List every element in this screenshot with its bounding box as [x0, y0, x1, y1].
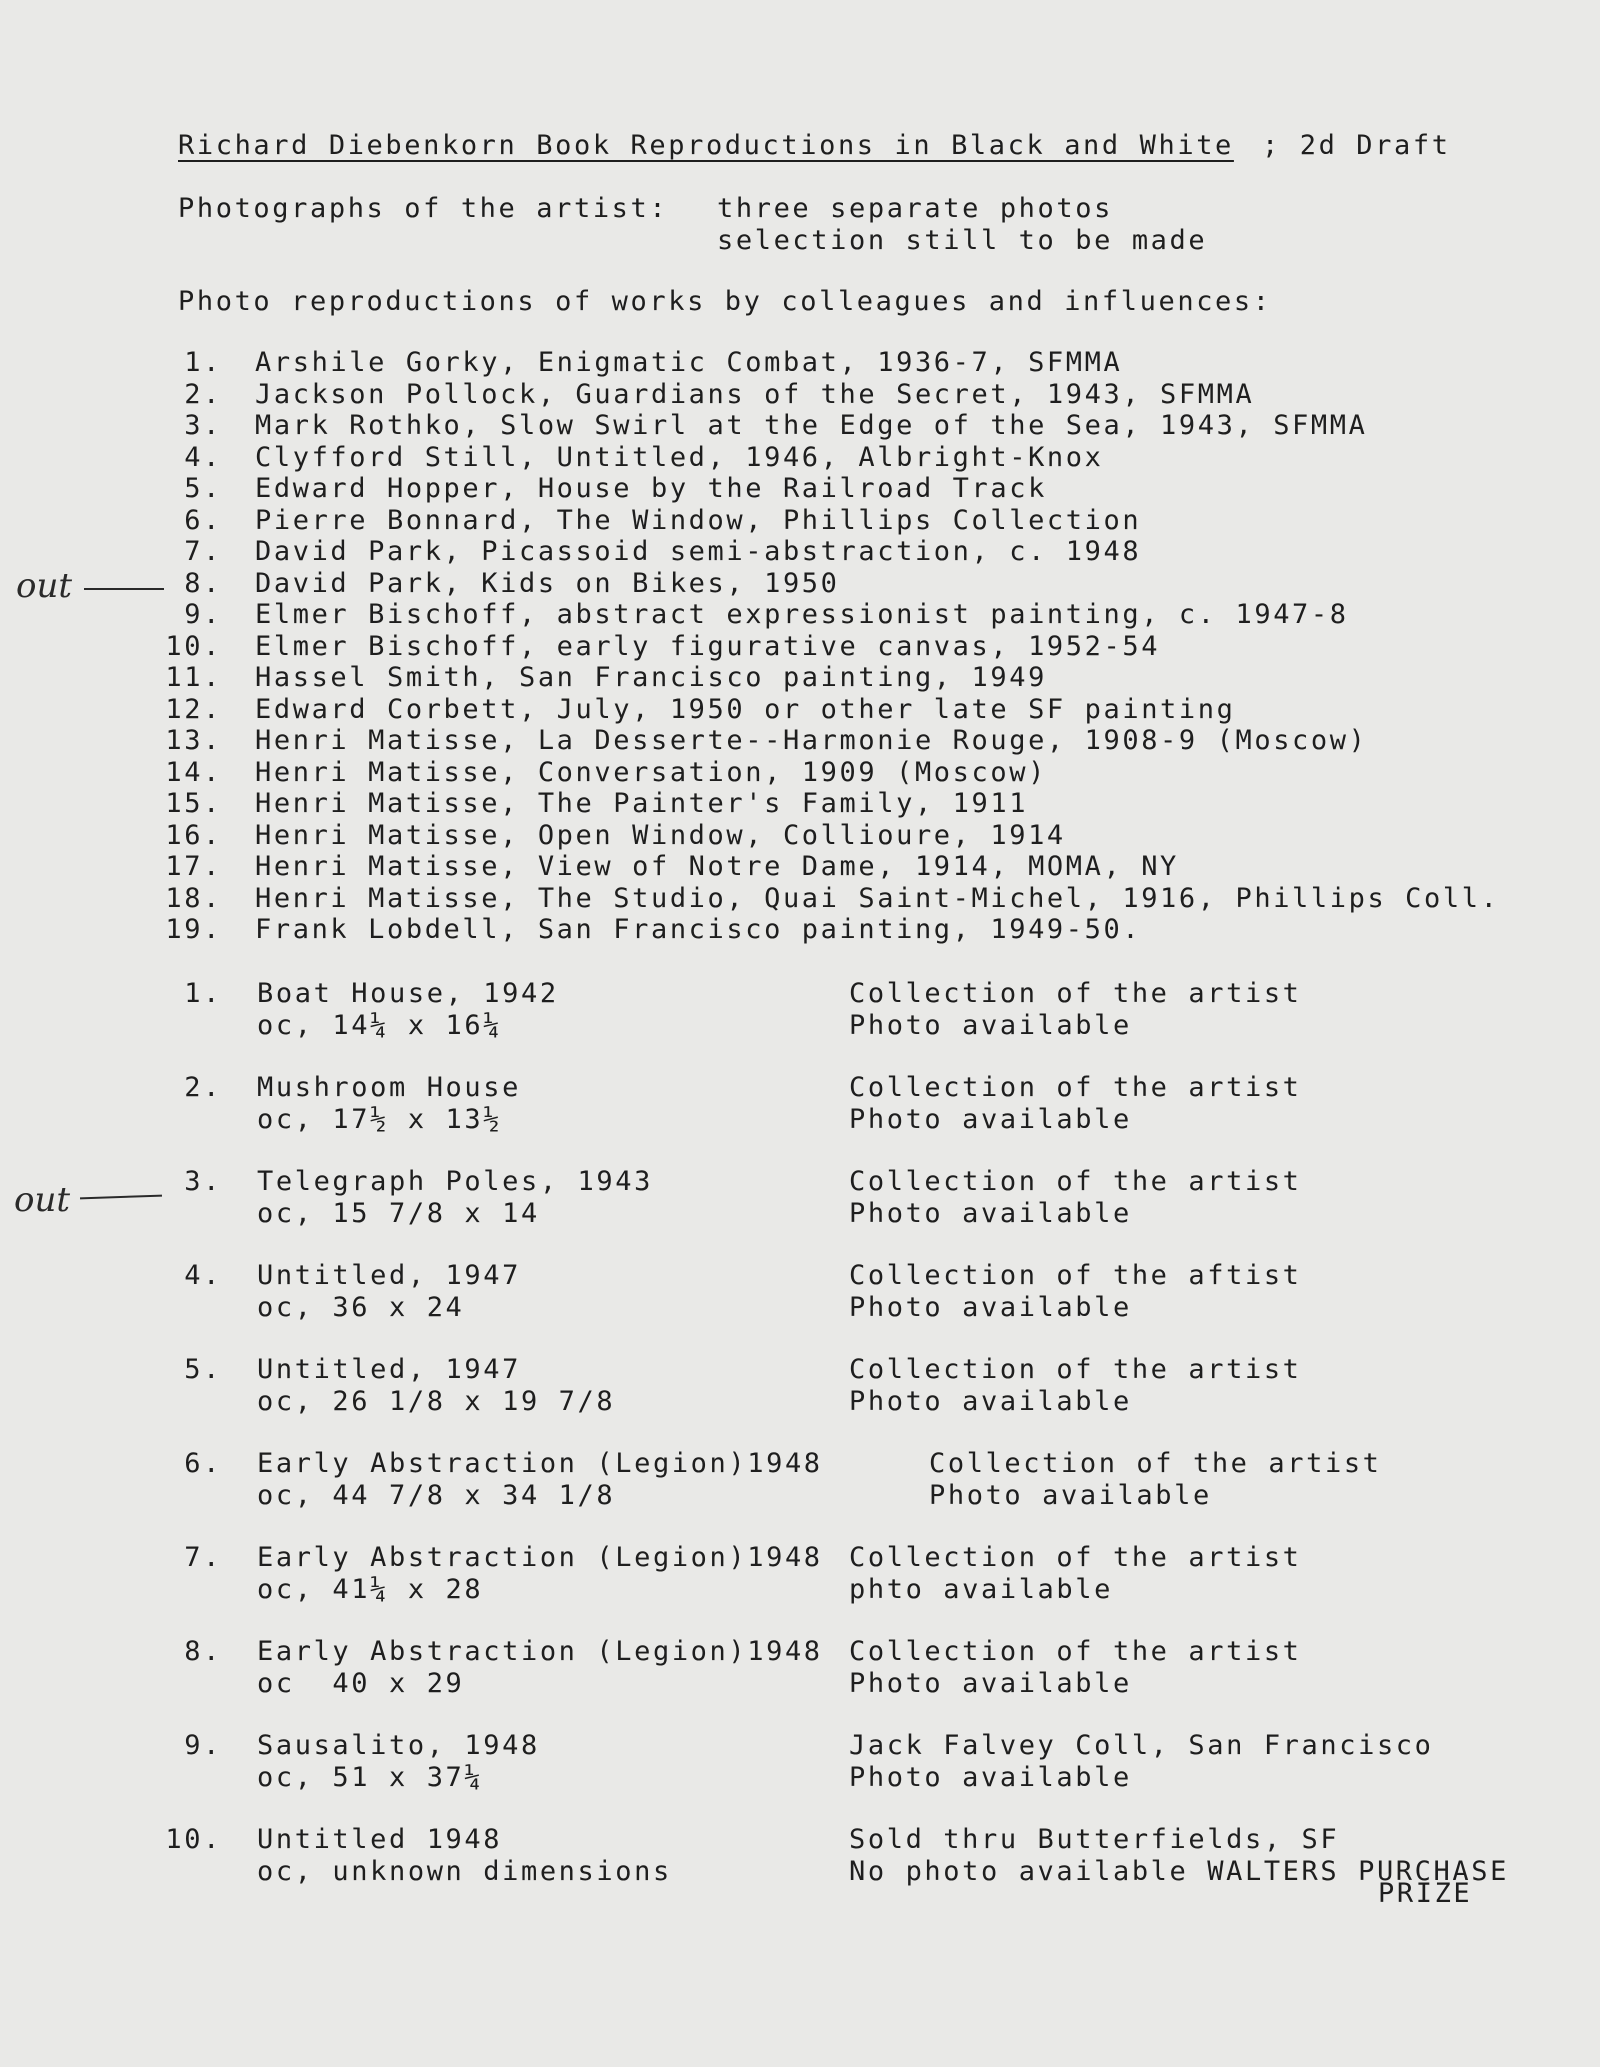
item-text: Frank Lobdell, San Francisco painting, 1949-50. [255, 914, 1142, 945]
artwork-photo-status: Photo available [849, 1010, 1132, 1041]
list-item [0, 851, 1600, 883]
list-item [0, 788, 1600, 820]
handwritten-out-mark: out [14, 1180, 71, 1220]
item-text: Elmer Bischoff, abstract expressionist painting, c. 1947-8 [255, 599, 1349, 630]
item-number: 11. [165, 662, 222, 693]
item-number: 16. [165, 819, 222, 851]
photos-of-artist-line-1: three separate photos [717, 193, 1113, 224]
item-number: 2. [184, 378, 222, 410]
artwork-collection: Collection of the artist [849, 978, 1302, 1009]
artwork-collection: Collection of the artist [929, 1448, 1382, 1479]
artwork-collection: Collection of the artist [849, 1354, 1302, 1385]
artwork-entry [0, 1824, 1600, 1918]
artwork-photo-status: Photo available [929, 1480, 1212, 1511]
artwork-number: 8. [184, 1636, 222, 1667]
item-text: Jackson Pollock, Guardians of the Secret, 1943, SFMMA [255, 378, 1255, 410]
artwork-number: 6. [184, 1448, 222, 1479]
list-item [0, 599, 1600, 631]
item-number: 8. [184, 567, 222, 599]
artwork-title: Early Abstraction (Legion)1948 [257, 1542, 823, 1573]
item-number: 18. [165, 882, 222, 914]
artwork-entry [0, 978, 1600, 1072]
artwork-collection: Collection of the artist [849, 1072, 1302, 1103]
artwork-photo-status: Photo available [849, 1762, 1132, 1793]
item-number: 6. [184, 504, 222, 536]
artwork-title: Telegraph Poles, 1943 [257, 1166, 653, 1197]
artwork-dimensions: oc, 41¼ x 28 [257, 1574, 484, 1605]
artwork-photo-status: Photo available [849, 1668, 1132, 1699]
item-number: 7. [184, 536, 222, 567]
item-number: 13. [165, 725, 222, 756]
item-text: Arshile Gorky, Enigmatic Combat, 1936-7, SFMMA [255, 347, 1123, 378]
item-text: Elmer Bischoff, early figurative canvas, 1952-54 [255, 630, 1161, 662]
artwork-photo-status: phto available [849, 1574, 1113, 1605]
item-text: Henri Matisse, Conversation, 1909 (Moscow) [255, 756, 1047, 788]
list-item [0, 568, 1600, 600]
item-number: 12. [165, 693, 222, 725]
list-item [0, 536, 1600, 568]
artwork-photo-status: Photo available [849, 1104, 1132, 1135]
artwork-dimensions: oc, 51 x 37¼ [257, 1762, 484, 1793]
list-item [0, 442, 1600, 474]
artwork-title: Untitled 1948 [257, 1824, 503, 1855]
artwork-title: Sausalito, 1948 [257, 1730, 540, 1761]
item-number: 14. [165, 756, 222, 788]
artwork-collection: Jack Falvey Coll, San Francisco [849, 1730, 1434, 1761]
influences-heading: Photo reproductions of works by colleagues and influences: [178, 286, 1272, 317]
artwork-number: 10. [165, 1824, 222, 1855]
list-item [0, 410, 1600, 442]
item-number: 19. [165, 914, 222, 945]
artwork-title: Untitled, 1947 [257, 1354, 521, 1385]
item-number: 17. [165, 851, 222, 882]
artwork-number: 7. [184, 1542, 222, 1573]
artwork-photo-status: Photo available [849, 1292, 1132, 1323]
artwork-number: 4. [184, 1260, 222, 1291]
item-text: Pierre Bonnard, The Window, Phillips Collection [255, 504, 1142, 536]
artworks-list [0, 978, 1600, 1918]
artwork-entry [0, 1542, 1600, 1636]
influences-list [0, 347, 1600, 946]
artwork-photo-status: Photo available [849, 1386, 1132, 1417]
artwork-entry [0, 1354, 1600, 1448]
artwork-dimensions: oc, 17½ x 13½ [257, 1104, 503, 1135]
item-text: Henri Matisse, The Studio, Quai Saint-Michel, 1916, Phillips Coll. [255, 882, 1500, 914]
list-item [0, 505, 1600, 537]
artwork-number: 9. [184, 1730, 222, 1761]
artwork-dimensions: oc, 26 1/8 x 19 7/8 [257, 1386, 616, 1417]
item-number: 9. [184, 599, 222, 630]
artwork-entry [0, 1260, 1600, 1354]
artwork-entry [0, 1730, 1600, 1824]
list-item [0, 631, 1600, 663]
artwork-title: Early Abstraction (Legion)1948 [257, 1448, 823, 1479]
artwork-dimensions: oc, 14¼ x 16¼ [257, 1010, 503, 1041]
artwork-number: 1. [184, 978, 222, 1009]
artwork-dimensions: oc, 36 x 24 [257, 1292, 465, 1323]
list-item [0, 757, 1600, 789]
item-number: 4. [184, 441, 222, 473]
artwork-number: 2. [184, 1072, 222, 1103]
item-text: Henri Matisse, View of Notre Dame, 1914, MOMA, NY [255, 851, 1179, 882]
item-text: Hassel Smith, San Francisco painting, 1949 [255, 662, 1047, 693]
artwork-entry [0, 1072, 1600, 1166]
list-item [0, 725, 1600, 757]
artwork-dimensions: oc, 15 7/8 x 14 [257, 1198, 540, 1229]
artwork-number: 3. [184, 1166, 222, 1197]
item-number: 15. [165, 788, 222, 819]
handwritten-dash [84, 588, 164, 590]
item-text: Edward Hopper, House by the Railroad Track [255, 473, 1047, 504]
list-item [0, 820, 1600, 852]
list-item [0, 347, 1600, 379]
item-text: David Park, Kids on Bikes, 1950 [255, 567, 840, 599]
draft-label: ; 2d Draft [1262, 130, 1451, 161]
list-item [0, 379, 1600, 411]
list-item [0, 473, 1600, 505]
list-item [0, 883, 1600, 915]
artwork-entry [0, 1636, 1600, 1730]
artwork-title: Mushroom House [257, 1072, 521, 1103]
artwork-title: Boat House, 1942 [257, 978, 559, 1009]
artwork-collection: Collection of the artist [849, 1166, 1302, 1197]
item-text: David Park, Picassoid semi-abstraction, c. 1948 [255, 536, 1142, 567]
artwork-collection: Collection of the artist [849, 1636, 1302, 1667]
item-text: Edward Corbett, July, 1950 or other late SF painting [255, 693, 1236, 725]
artwork-dimensions: oc, 44 7/8 x 34 1/8 [257, 1480, 616, 1511]
artwork-dimensions: oc 40 x 29 [257, 1668, 465, 1699]
handwritten-out-mark: out [16, 566, 73, 606]
prize-continuation: PRIZE [1378, 1878, 1473, 1909]
item-number: 1. [184, 347, 222, 378]
artwork-photo-status: No photo available WALTERS PURCHASE [849, 1856, 1509, 1887]
artwork-title: Early Abstraction (Legion)1948 [257, 1636, 823, 1667]
artwork-collection: Collection of the artist [849, 1542, 1302, 1573]
list-item [0, 694, 1600, 726]
artwork-dimensions: oc, unknown dimensions [257, 1856, 672, 1887]
artwork-collection: Collection of the aftist [849, 1260, 1302, 1291]
artwork-photo-status: Photo available [849, 1198, 1132, 1229]
item-text: Clyfford Still, Untitled, 1946, Albright-Knox [255, 441, 1104, 473]
list-item [0, 662, 1600, 694]
document-title: Richard Diebenkorn Book Reproductions in Black and White [178, 130, 1234, 161]
item-text: Henri Matisse, Open Window, Collioure, 1914 [255, 819, 1066, 851]
artwork-entry [0, 1448, 1600, 1542]
item-text: Henri Matisse, The Painter's Family, 1911 [255, 788, 1029, 819]
artwork-entry [0, 1166, 1600, 1260]
artwork-collection: Sold thru Butterfields, SF [849, 1824, 1340, 1855]
photos-of-artist-line-2: selection still to be made [717, 225, 1208, 256]
item-number: 3. [184, 410, 222, 441]
item-number: 5. [184, 473, 222, 504]
item-number: 10. [165, 630, 222, 662]
item-text: Mark Rothko, Slow Swirl at the Edge of the Sea, 1943, SFMMA [255, 410, 1368, 441]
photos-of-artist-label: Photographs of the artist: [178, 193, 669, 224]
item-text: Henri Matisse, La Desserte--Harmonie Rouge, 1908-9 (Moscow) [255, 725, 1368, 756]
artwork-number: 5. [184, 1354, 222, 1385]
list-item [0, 914, 1600, 946]
artwork-title: Untitled, 1947 [257, 1260, 521, 1291]
